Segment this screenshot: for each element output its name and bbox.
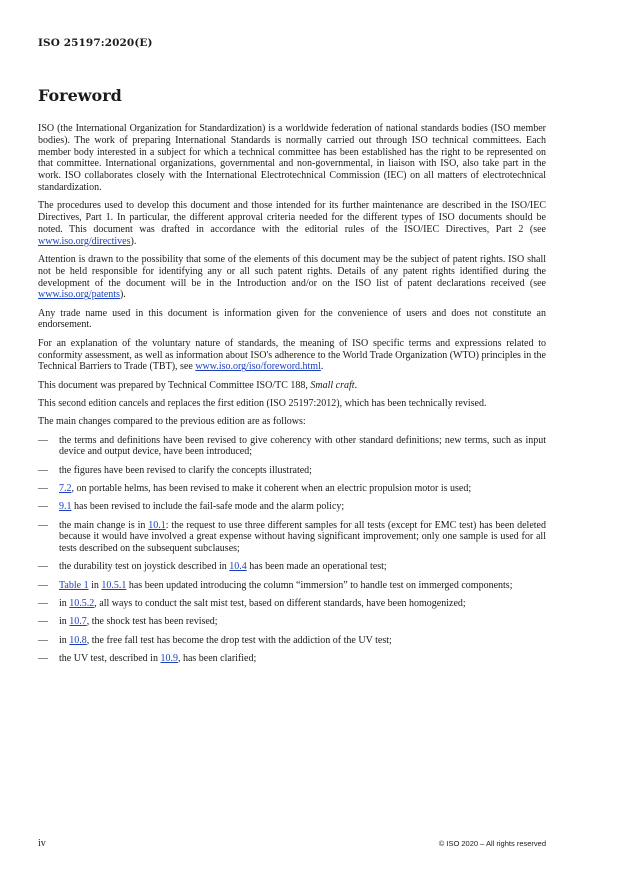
list-item: — the durability test on joystick described in 10.4 has been made an operational test;	[38, 561, 387, 573]
list-item: — the figures have been revised to clarify the concepts illustrated;	[38, 464, 312, 476]
page-number: iv	[38, 838, 46, 849]
list-item: — the main change is in 10.1: the request to use three different samples for all tests (except for EMC test) has been deleted because it would have involved a great expense without having significant improvement; only one sample is used for all tests described on the subsequent subclauses;	[38, 519, 546, 555]
paragraph-trade-name: Any trade name used in this document is information given for the convenience of users and does not constitute an endorsement.	[38, 307, 546, 331]
list-item: — in 10.7, the shock test has been revised;	[38, 616, 218, 628]
foreword-link[interactable]: www.iso.org/iso/foreword.html	[195, 361, 321, 373]
list-item: — 9.1 has been revised to include the fail-safe mode and the alarm policy;	[38, 501, 345, 513]
clause-10-8-link[interactable]: 10.8	[69, 634, 87, 646]
clause-10-4-link[interactable]: 10.4	[229, 561, 247, 573]
list-item: — in 10.5.2, all ways to conduct the salt mist test, based on different standards, have been homogenized;	[38, 598, 466, 609]
clause-10-5-2-link[interactable]: 10.5.2	[69, 598, 95, 609]
changes-list	[38, 435, 546, 665]
paragraph-patents: Attention is drawn to the possibility that some of the elements of this document may be the subject of patent rights. ISO shall not be held responsible for identifying any or all such patent rights. Details of any patent rights identified during the development of the document will be in the Introduction and/or on the ISO list of patent declarations received (see www.iso.org/patents).	[38, 253, 546, 301]
table-1-link[interactable]: Table 1	[59, 579, 89, 591]
list-item: — 7.2, on portable helms, has been revised to make it coherent when an electric propulsion motor is used;	[38, 482, 472, 494]
patents-link[interactable]: www.iso.org/patents	[38, 289, 120, 301]
clause-10-7-link[interactable]: 10.7	[69, 616, 87, 628]
copyright-notice: © ISO 2020 – All rights reserved	[438, 839, 546, 848]
clause-10-9-link[interactable]: 10.9	[160, 652, 178, 664]
list-item: — the terms and definitions have been revised to give coherency with other standard definitions; new terms, such as input device and output device, have been introduced;	[38, 434, 546, 458]
list-item: — Table 1 in 10.5.1 has been updated introducing the column “immersion” to handle test on immerged components;	[38, 579, 513, 591]
clause-7-2-link[interactable]: 7.2	[59, 482, 72, 494]
paragraph-voluntary-nature: For an explanation of the voluntary nature of standards, the meaning of ISO specific terms and expressions related to conformity assessment, as well as information about ISO's adherence to the World Trade Organization (WTO) principles in the Technical Barriers to Trade (TBT), see www.iso.org/iso/foreword.html.	[38, 337, 546, 373]
list-item: — the UV test, described in 10.9, has been clarified;	[38, 652, 257, 664]
paragraph-iso-overview: ISO (the International Organization for Standardization) is a worldwide federation of national standards bodies (ISO member bodies). The work of preparing International Standards is normally carried out through ISO technical committees. Each member body interested in a subject for which a technical committee has been established has the right to be represented on that committee. International organizations, governmental and non-governmental, in liaison with ISO, also take part in the work. ISO collaborates closely with the International Electrotechnical Commission (IEC) on all matters of electrotechnical standardization.	[38, 123, 546, 193]
foreword-body	[38, 123, 546, 671]
paragraph-main-changes: The main changes compared to the previous edition are as follows:	[38, 416, 306, 428]
paragraph-procedures: The procedures used to develop this document and those intended for its further maintenance are described in the ISO/IEC Directives, Part 1. In particular, the different approval criteria needed for the different types of ISO documents should be noted. This document was drafted in accordance with the editorial rules of the ISO/IEC Directives, Part 2 (see www.iso.org/directives).	[38, 200, 546, 247]
paragraph-committee: This document was prepared by Technical Committee ISO/TC 188, Small craft.	[38, 379, 358, 391]
clause-9-1-link[interactable]: 9.1	[59, 501, 72, 513]
directives-link[interactable]: www.iso.org/directives	[38, 235, 131, 247]
document-id: ISO 25197:2020(E)	[38, 37, 153, 49]
clause-10-1-link[interactable]: 10.1	[148, 519, 166, 531]
paragraph-edition: This second edition cancels and replaces the first edition (ISO 25197:2012), which has been technically revised.	[38, 397, 487, 409]
page-title: Foreword	[38, 86, 122, 105]
clause-10-5-1-link[interactable]: 10.5.1	[101, 579, 127, 591]
list-item: — in 10.8, the free fall test has become the drop test with the addiction of the UV test;	[38, 634, 392, 646]
